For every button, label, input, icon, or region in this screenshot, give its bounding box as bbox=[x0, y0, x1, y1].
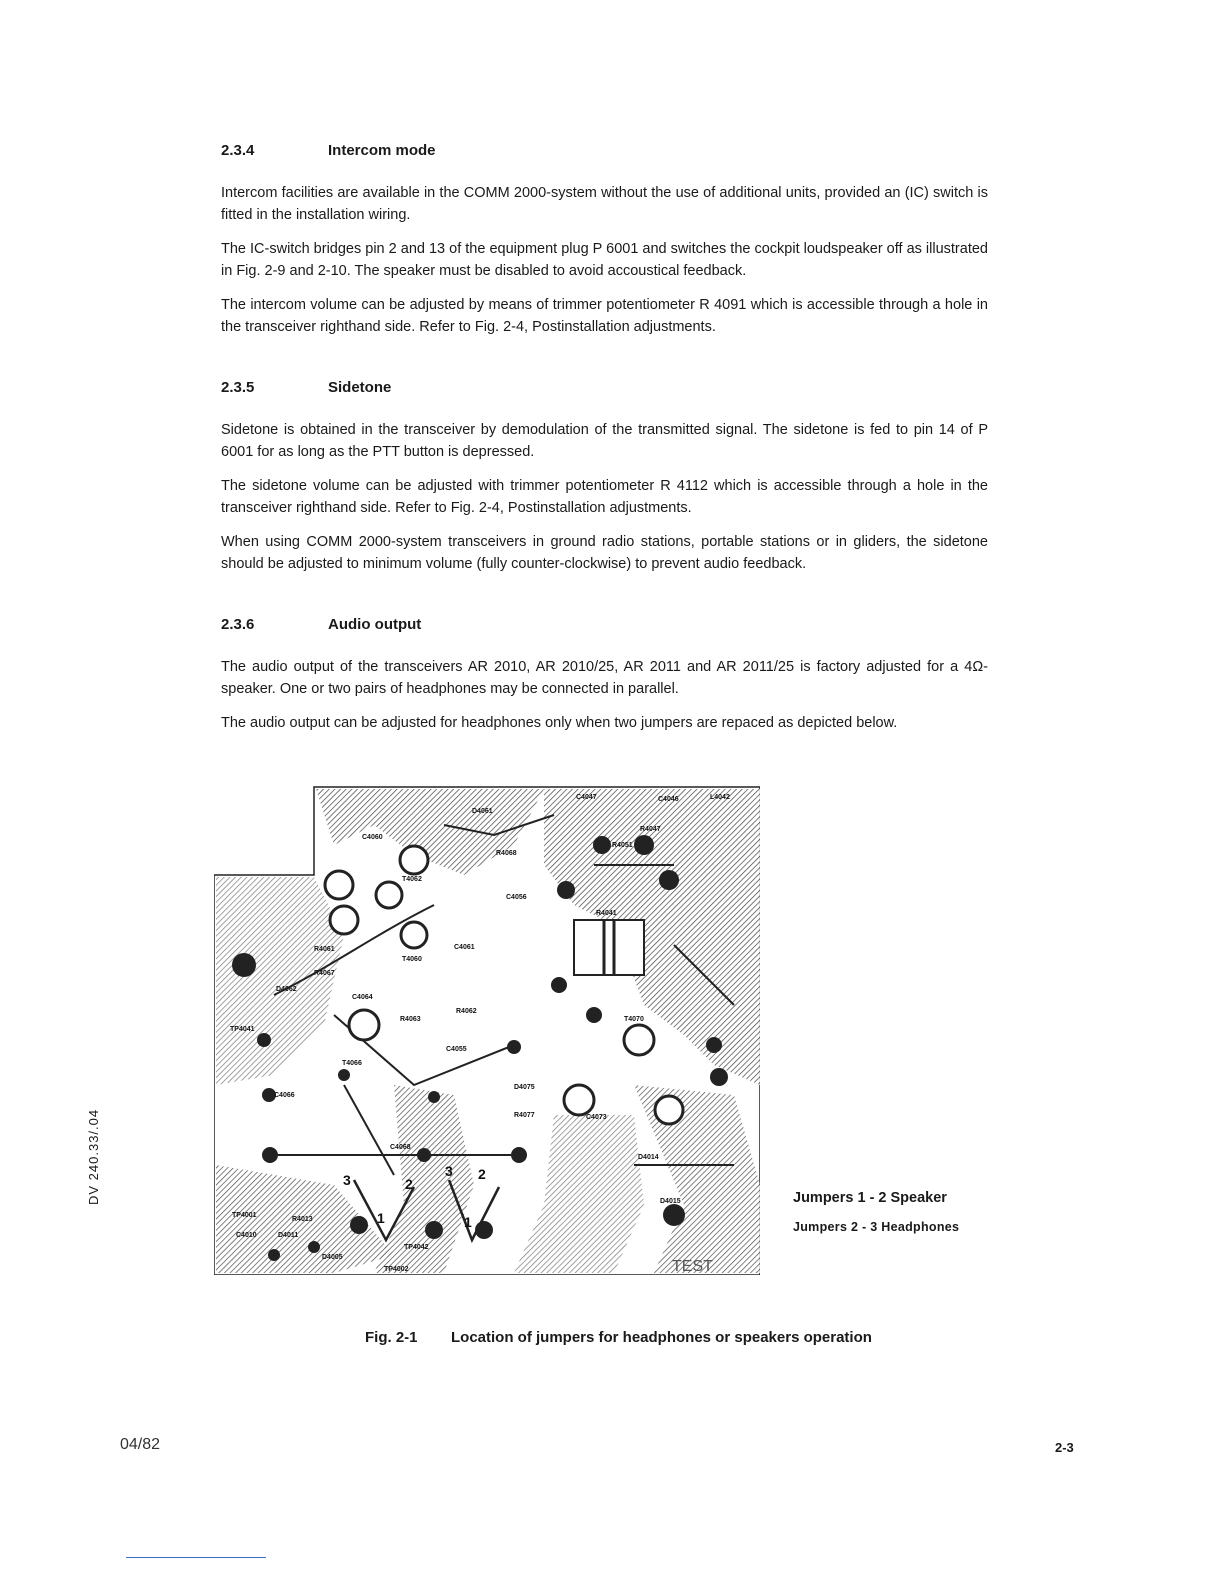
paragraph: The sidetone volume can be adjusted with trimmer potentiometer R 4112 which is accessible through a hole in the transceiver righthand side. Refer to Fig. 2-4, Postinstallation adjustments. bbox=[221, 478, 988, 516]
section-title: Audio output bbox=[328, 616, 422, 633]
jumper-number: 1 bbox=[464, 1214, 472, 1230]
document-code: DV 240.33/.04 bbox=[86, 1108, 101, 1205]
jumper-number: 1 bbox=[377, 1210, 385, 1226]
pcb-label: C4010 bbox=[236, 1232, 257, 1239]
pcb-label: R4077 bbox=[514, 1112, 535, 1119]
pcb-label: R4063 bbox=[400, 1016, 421, 1023]
pcb-label: TP4042 bbox=[404, 1244, 429, 1251]
jumper-legend-speaker: Jumpers 1 - 2 Speaker bbox=[793, 1190, 947, 1206]
pcb-label: C4073 bbox=[586, 1114, 607, 1121]
section-body-2-3-5 bbox=[221, 419, 988, 575]
pcb-label: R4068 bbox=[496, 850, 517, 857]
pcb-label: T4062 bbox=[402, 876, 422, 883]
pcb-label: R4047 bbox=[640, 826, 661, 833]
pcb-label: D4015 bbox=[660, 1198, 681, 1205]
pcb-label: TEST bbox=[672, 1258, 713, 1275]
section-title: Sidetone bbox=[328, 379, 392, 396]
pcb-label: R4041 bbox=[596, 910, 617, 917]
pcb-label: C4060 bbox=[362, 834, 383, 841]
jumper-number: 2 bbox=[405, 1176, 413, 1192]
pcb-label: R4061 bbox=[314, 946, 335, 953]
paragraph: When using COMM 2000-system transceivers in ground radio stations, portable stations or in gliders, the sidetone should be adjusted to minimum volume (fully counter-clockwise) to prevent audio feedback. bbox=[221, 534, 988, 572]
pcb-label: R4062 bbox=[456, 1008, 477, 1015]
figure-caption bbox=[365, 1329, 872, 1346]
paragraph: The audio output of the transceivers AR 2010, AR 2010/25, AR 2011 and AR 2011/25 is factory adjusted for a 4Ω-speaker. One or two pairs of headphones may be connected in parallel. bbox=[221, 659, 988, 697]
pcb-label: TP4002 bbox=[384, 1266, 409, 1273]
footer-rule bbox=[126, 1557, 266, 1558]
section-body-2-3-6 bbox=[221, 656, 988, 734]
paragraph: Intercom facilities are available in the COMM 2000-system without the use of additional units, provided an (IC) switch is fitted in the installation wiring. bbox=[221, 185, 988, 223]
pcb-label: D4075 bbox=[514, 1084, 535, 1091]
pcb-label: C4046 bbox=[658, 796, 679, 803]
pcb-label: D4014 bbox=[638, 1154, 659, 1161]
pcb-label: TP4041 bbox=[230, 1026, 255, 1033]
pcb-label: TP4001 bbox=[232, 1212, 257, 1219]
pcb-label: C4068 bbox=[390, 1144, 411, 1151]
section-heading-2-3-4 bbox=[221, 142, 436, 159]
pcb-label: C4056 bbox=[506, 894, 527, 901]
section-number: 2.3.6 bbox=[221, 616, 255, 633]
paragraph: The audio output can be adjusted for headphones only when two jumpers are repaced as depicted below. bbox=[221, 715, 898, 731]
paragraph: The IC-switch bridges pin 2 and 13 of the equipment plug P 6001 and switches the cockpit loudspeaker off as illustrated in Fig. 2-9 and 2-10. The speaker must be disabled to avoid accoustical feedback. bbox=[221, 241, 988, 279]
jumper-number: 3 bbox=[343, 1172, 351, 1188]
pcb-label: T4060 bbox=[402, 956, 422, 963]
pcb-label: D4011 bbox=[278, 1232, 299, 1239]
page-number: 2-3 bbox=[1055, 1440, 1074, 1455]
pcb-label: R4051 bbox=[612, 842, 633, 849]
pcb-label: C4066 bbox=[274, 1092, 295, 1099]
document-date: 04/82 bbox=[120, 1436, 161, 1453]
pcb-label: C4047 bbox=[576, 794, 597, 801]
figure-number: Fig. 2-1 bbox=[365, 1329, 418, 1346]
pcb-label: R4013 bbox=[292, 1216, 313, 1223]
section-number: 2.3.5 bbox=[221, 379, 255, 396]
pcb-label: T4066 bbox=[342, 1060, 362, 1067]
pcb-label: D4062 bbox=[276, 986, 297, 993]
jumper-number: 3 bbox=[445, 1163, 453, 1179]
pcb-label: C4061 bbox=[454, 944, 475, 951]
jumper-number: 2 bbox=[478, 1166, 486, 1182]
pcb-label: R4067 bbox=[314, 970, 335, 977]
section-heading-2-3-5 bbox=[221, 379, 391, 396]
section-title: Intercom mode bbox=[328, 142, 436, 159]
pcb-label: D4005 bbox=[322, 1254, 343, 1261]
paragraph: Sidetone is obtained in the transceiver by demodulation of the transmitted signal. The sidetone is fed to pin 14 of P 6001 for as long as the PTT button is depressed. bbox=[221, 422, 988, 460]
pcb-label: D4061 bbox=[472, 808, 493, 815]
section-number: 2.3.4 bbox=[221, 142, 255, 159]
paragraph: The intercom volume can be adjusted by means of trimmer potentiometer R 4091 which is accessible through a hole in the transceiver righthand side. Refer to Fig. 2-4, Postinstallation adjustments. bbox=[221, 297, 988, 335]
pcb-label: C4064 bbox=[352, 994, 373, 1001]
pcb-layout-figure bbox=[214, 785, 760, 1275]
figure-caption-text: Location of jumpers for headphones or speakers operation bbox=[451, 1329, 872, 1346]
section-heading-2-3-6 bbox=[221, 616, 421, 633]
pcb-label: T4070 bbox=[624, 1016, 644, 1023]
section-body-2-3-4 bbox=[221, 182, 988, 338]
pcb-label: C4055 bbox=[446, 1046, 467, 1053]
pcb-label: L4042 bbox=[710, 794, 730, 801]
jumper-legend-headphones: Jumpers 2 - 3 Headphones bbox=[793, 1220, 960, 1234]
